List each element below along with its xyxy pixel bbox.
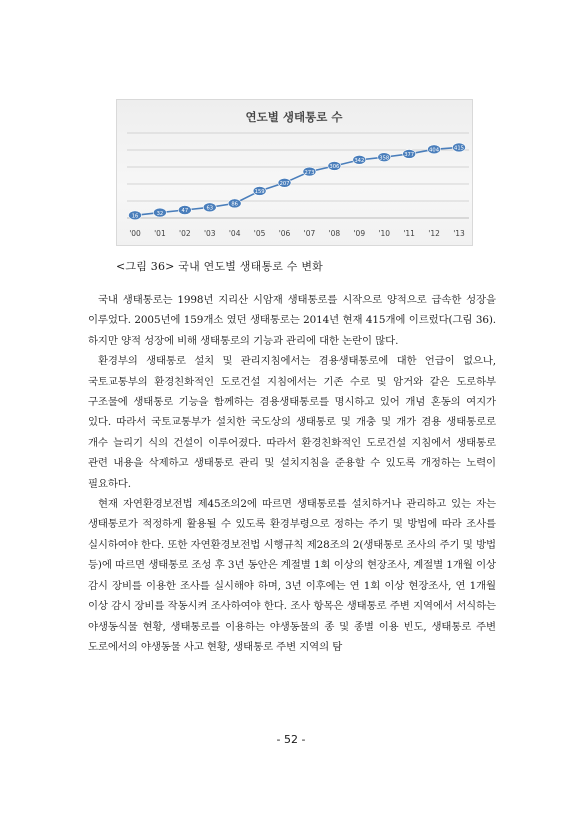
data-label: 404 [429,147,440,154]
x-tick-label: '03 [203,229,216,238]
figure-caption: <그림 36> 국내 연도별 생태통로 수 변화 [116,260,323,273]
chart [116,99,473,246]
x-tick-label: '01 [154,229,166,238]
data-label: 86 [231,201,238,208]
x-tick-label: '00 [129,229,141,238]
x-tick-label: '04 [228,229,241,238]
data-label: 377 [404,152,415,159]
data-label: 63 [206,205,214,212]
data-label: 306 [329,164,340,171]
line-chart [117,100,472,245]
paragraph: 국내 생태통로는 1998년 지리산 시암재 생태통로를 시작으로 양적으로 급속한 성장을 이루었다. 2005년에 159개소 였던 생태통로는 2014년 현재 415개에 이르렀다(그림 36). 하지만 양적 성장에 비해 생태통로의 기능과 관리에 대한 논란이 많다. [88,294,496,347]
paragraph: 현재 자연환경보전법 제45조의2에 따르면 생태통로를 설치하거나 관리하고 있는 자는 생태통로가 적정하게 활용될 수 있도록 환경부령으로 정하는 주기 및 방법에 따라 조사를 실시하여야 한다. 또한 자연환경보전법 시행규칙 제28조의 2(생태통로 조사의 주기 및 방법 등)에 따르면 생태통로 조성 후 3년 동안은 계절별 1회 이상의 현장조사, 계절별 1개월 이상 감시 장비를 이용한 조사를 실시해야 하며, 3년 이후에는 연 1회 이상 현장조사, 연 1개월 이상 감시 장비를 작동시켜 조사하여야 한다. 조사 항목은 생태통로 주변 지역에서 서식하는 야생동식물 현황, 생태통로를 이용하는 야생동물의 종 및 종별 이용 빈도, 생태통로 주변 도로에서의 야생동물 사고 현황, 생태통로 주변 지역의 탐 [88,498,496,653]
data-label: 273 [304,169,315,176]
page-number: - 52 - [276,733,306,746]
paragraph: 환경부의 생태통로 설치 및 관리지침에서는 겸용생태통로에 대한 언급이 없으나, 국토교통부의 환경친화적인 도로건설 지침에서는 기존 수로 및 암거와 같은 도로하부 구조물에 생태통로 기능을 함께하는 겸용생태통로를 명시하고 있어 개념 혼동의 여지가 있다. 따라서 국토교통부가 설치한 국도상의 생태통로 및 개충 및 개가 겸용 생태통로로 개수 늘리기 식의 건설이 이루어졌다. 따라서 환경친화적인 도로건설 지침에서 생태통로 관련 내용을 삭제하고 생태통로 관리 및 설치지침을 준용할 수 있도록 개정하는 노력이 필요하다. [88,355,496,490]
x-tick-label: '09 [353,229,366,238]
x-tick-label: '11 [403,229,415,238]
x-tick-label: '12 [428,229,440,238]
data-label: 16 [131,213,139,220]
x-tick-label: '08 [328,229,341,238]
x-tick-label: '05 [253,229,266,238]
chart-title: 연도별 생태통로 수 [245,110,343,124]
data-label: 32 [156,210,164,217]
data-label: 207 [279,181,290,188]
x-tick-label: '06 [278,229,291,238]
data-label: 415 [454,145,464,152]
data-label: 159 [254,189,265,196]
body-text [88,290,496,657]
data-label: 358 [379,155,390,162]
x-tick-label: '07 [303,229,316,238]
data-label: 342 [354,158,365,165]
x-tick-label: '10 [378,229,391,238]
data-label: 47 [181,208,189,215]
x-tick-label: '13 [453,229,465,238]
x-tick-label: '02 [179,229,191,238]
